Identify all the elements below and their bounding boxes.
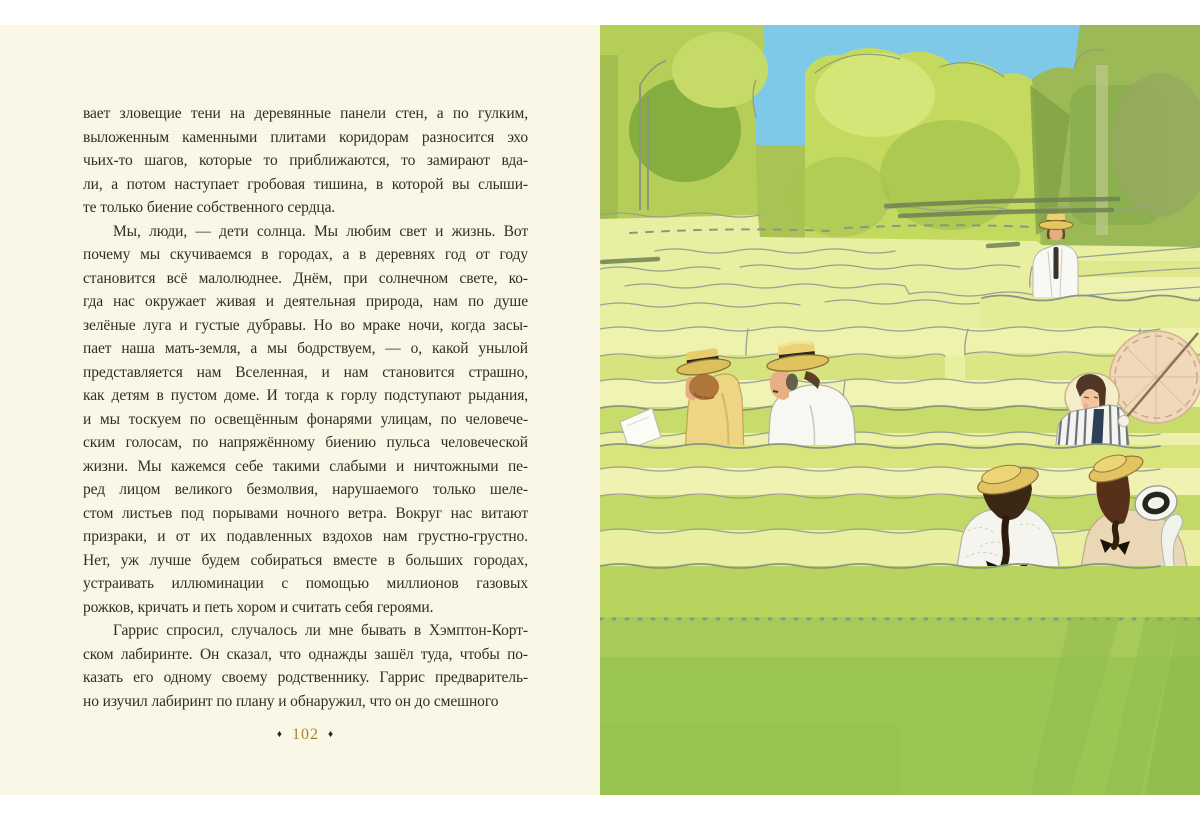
text-line: жизни. Мы кажемся себе такими слабыми и ничтожными пе- [83, 457, 528, 475]
hedge-row [980, 296, 1200, 330]
text-line: ском лабиринте. Он сказал, что однажды зашёл туда, чтобы по- [83, 645, 528, 663]
text-line: представляется нам Вселенная, и нам становится страшно, [83, 363, 528, 381]
paragraph [83, 220, 528, 620]
text-line: чьих-то шагов, которые то приближаются, то замирают вда- [83, 152, 528, 169]
text-line: ред лицом великого безмолвия, нарушаемого только шеле- [83, 481, 528, 498]
text-line: стом листьев под порывами ночного ветра. Вокруг нас витают [83, 504, 528, 522]
text-line: зелёные луга и густые дубравы. Но во мраке ночи, когда засы- [83, 316, 528, 334]
left-page [0, 25, 600, 795]
text-line: казать его одному своему родственнику. Гаррис предваритель- [83, 669, 528, 686]
text-line: Нет, уж лучше будем собираться вместе в больших городах, [83, 551, 528, 569]
text-line: вает зловещие тени на деревянные панели стен, а по гулким, [83, 105, 528, 122]
text-line: Мы, люди, — дети солнца. Мы любим свет и жизнь. Вот [113, 222, 528, 240]
text-line: ским голосам, по напряжённому биению пульса человеческой [83, 434, 528, 451]
text-line: становится всё малолюднее. Днём, при солнечном свете, ко- [83, 269, 528, 287]
text-column [83, 102, 528, 713]
paragraph [83, 102, 528, 220]
text-line: почему мы скучиваемся в городах, а в деревнях год от году [83, 246, 528, 263]
text-line: пает наша мать-земля, а мы бодрствуем, — о, какой унылой [83, 340, 528, 357]
diamond-ornament-right: ♦ [328, 729, 335, 740]
text-line: и мы тоскуем по освещённым фонарями улицам, по человече- [83, 410, 528, 428]
text-line: как детям в пустом доме. И тогда к горлу подступают рыдания, [83, 387, 528, 404]
maze-illustration [600, 25, 1200, 795]
text-line: призраки, и от их подавленных вздохов нам грустно-грустно. [83, 528, 528, 545]
page-number: 102 [292, 726, 319, 743]
foreground-grass [600, 564, 1200, 795]
paragraph [83, 619, 528, 713]
text-line: рожков, кричать и петь хором и считать себя героями. [83, 598, 434, 616]
text-line: ли, а потом наступает гробовая тишина, в которой вы слыши- [83, 175, 528, 193]
text-line: гда нас окружает живая и деятельная природа, нам по душе [83, 293, 528, 310]
text-line: устраивать иллюминации с помощью миллионов газовых [83, 575, 528, 592]
diamond-ornament-left: ♦ [276, 729, 283, 740]
text-line: те только биение собственного сердца. [83, 199, 336, 216]
text-line: но изучил лабиринт по плану и обнаружил, что он до смешного [83, 692, 499, 710]
text-line: Гаррис спросил, случалось ли мне бывать в Хэмптон-Корт- [113, 622, 528, 639]
text-line: выложенным каменными плитами коридорам разносится эхо [83, 128, 528, 146]
page-number-row [83, 725, 528, 745]
